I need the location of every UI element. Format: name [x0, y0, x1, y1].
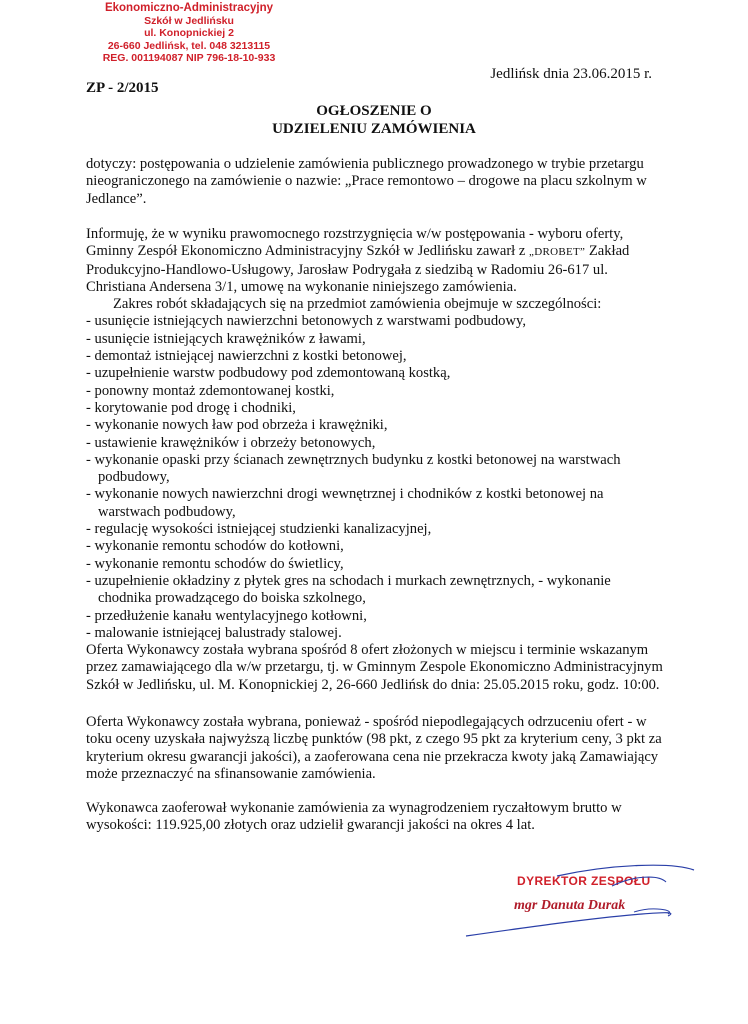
list-item: - demontaż istniejącej nawierzchni z kostki betonowej, [86, 348, 666, 365]
signature-block [462, 862, 702, 942]
price-paragraph: Wykonawca zaoferował wykonanie zamówienia za wynagrodzeniem ryczałtowym brutto w wysokości: 119.925,00 złotych oraz udzielił gwarancji jakości na okres 4 lat. [86, 800, 622, 834]
contract-text-end: Zakład Produkcyjno-Handlowo-Usługowy, Jarosław Podrygała z siedzibą w Radomiu 26-617 ul. Christiana Andersena 3/1, umowę na wykonanie niniejszego zamówienia. [86, 243, 630, 295]
list-item: - usunięcie istniejących nawierzchni betonowych z warstwami podbudowy, [86, 313, 666, 330]
reference-number: ZP - 2/2015 [86, 80, 159, 96]
subject-paragraph: dotyczy: postępowania o udzielenie zamówienia publicznego prowadzonego w trybie przetargu nieograniczonego na zamówienie o nazwie: „Prace remontowo – drogowe na placu szkolnym w Jedlance”. [86, 156, 647, 207]
school-stamp [86, 2, 292, 65]
signature-title: DYREKTOR ZESPOŁU [517, 874, 651, 888]
document-title [0, 102, 748, 138]
list-item: - regulację wysokości istniejącej studzienki kanalizacyjnej, [86, 521, 666, 538]
contractor-name: „DROBET” [529, 246, 586, 259]
list-item: - wykonanie remontu schodów do kotłowni, [86, 538, 666, 555]
list-item: - wykonanie nowych nawierzchni drogi wewnętrznej i chodników z kostki betonowej na warstwach podbudowy, [86, 486, 666, 521]
list-item: - wykonanie opaski przy ścianach zewnętrznych budynku z kostki betonowej na warstwach podbudowy, [86, 452, 666, 487]
offer-paragraph: Oferta Wykonawcy została wybrana spośród 8 ofert złożonych w miejscu i terminie wskazanym przez zamawiającego dla w/w przetargu, tj. w Gminnym Zespole Ekonomiczno Administracyjnym Szkół w Jedlińsku, ul. M. Konopnickiej 2, 26-660 Jedlińsk do dnia: 25.05.2015 roku, godz. 10:00. [86, 642, 663, 693]
list-item: - ponowny montaż zdemontowanej kostki, [86, 383, 666, 400]
contract-text-start: Informuję, że w wyniku prawomocnego rozstrzygnięcia w/w postępowania - wyboru oferty, Gminny Zespół Ekonomiczno Administracyjny Szkół w Jedlińsku zawarł z [86, 226, 624, 260]
stamp-line-2: Szkół w Jedlińsku [144, 14, 234, 27]
list-item: - wykonanie nowych ław pod obrzeża i krawężniki, [86, 417, 666, 434]
signature-name: mgr Danuta Durak [514, 898, 626, 913]
reason-paragraph: Oferta Wykonawcy została wybrana, ponieważ - spośród niepodlegających odrzuceniu ofert - w toku oceny uzyskała najwyższą liczbę punktów (98 pkt, z czego 95 pkt za kryterium ceny, 3 pkt za kryterium okresu gwarancji jakości), a zaoferowana cena nie przekracza kwoty jaką Zamawiający może przeznaczyć na sfinansowanie zamówienia. [86, 714, 662, 782]
scope-intro: Zakres robót składających się na przedmiot zamówienia obejmuje w szczególności: [113, 296, 602, 313]
list-item: - przedłużenie kanału wentylacyjnego kotłowni, [86, 608, 666, 625]
list-item: - uzupełnienie warstw podbudowy pod zdemontowaną kostką, [86, 365, 666, 382]
place-and-date: Jedlińsk dnia 23.06.2015 r. [490, 66, 652, 82]
stamp-line-3: ul. Konopnickiej 2 [144, 27, 234, 39]
list-item: - uzupełnienie okładziny z płytek gres na schodach i murkach zewnętrznych, - wykonanie chodnika prowadzącego do boiska szkolnego, [86, 573, 666, 608]
title-line-1: OGŁOSZENIE O [316, 103, 432, 119]
list-item: - malowanie istniejącej balustrady stalowej. [86, 625, 666, 642]
list-item: - wykonanie remontu schodów do świetlicy, [86, 556, 666, 573]
signature-scribble-icon [462, 862, 702, 942]
contract-section [86, 226, 666, 694]
list-item: - ustawienie krawężników i obrzeży betonowych, [86, 435, 666, 452]
list-item: - korytowanie pod drogę i chodniki, [86, 400, 666, 417]
list-item: - usunięcie istniejących krawężników z ławami, [86, 331, 666, 348]
title-line-2: UDZIELENIU ZAMÓWIENIA [272, 121, 476, 137]
scope-list [86, 313, 666, 642]
stamp-line-5: REG. 001194087 NIP 796-18-10-933 [102, 52, 276, 64]
contract-paragraph [86, 226, 666, 296]
stamp-line-1: Ekonomiczno-Administracyjny [104, 2, 274, 14]
stamp-line-4: 26-660 Jedlińsk, tel. 048 3213115 [107, 39, 271, 52]
